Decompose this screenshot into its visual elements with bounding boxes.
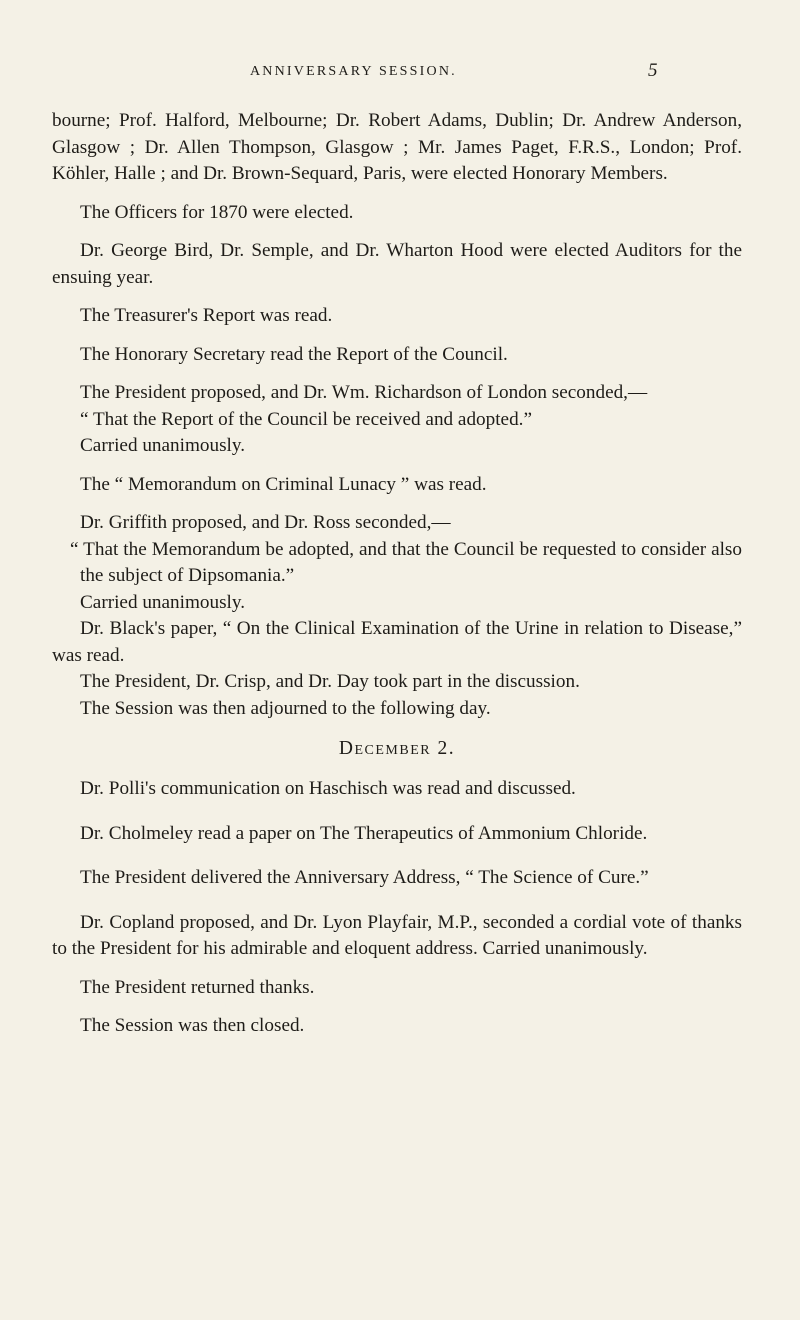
paragraph: The President, Dr. Crisp, and Dr. Day took part in the discussion. <box>80 671 580 692</box>
paragraph: The Session was then closed. <box>80 1015 305 1036</box>
paragraph: Dr. Black's paper, “ On the Clinical Examination of the Urine in relation to Disease,” was read. <box>52 618 742 666</box>
paragraph: The Honorary Secretary read the Report of the Council. <box>80 343 508 365</box>
paragraph: Dr. Cholmeley read a paper on The Therapeutics of Ammonium Chloride. <box>80 822 648 844</box>
paragraph: The Treasurer's Report was read. <box>80 305 333 326</box>
section-heading: December 2. <box>338 738 456 759</box>
paragraph: bourne; Prof. Halford, Melbourne; Dr. Robert Adams, Dublin; Dr. Andrew Anderson, Glasgow ; Dr. Allen Thompson, Glasgow ; Mr. James Paget, F.R.S., London; Prof. Köhler, Halle ; and Dr. Brown-Sequard, Paris, were elected Honorary Members. <box>52 110 742 184</box>
paragraph: Dr. Polli's communication on Haschisch was read and discussed. <box>80 778 576 799</box>
running-head: ANNIVERSARY SESSION. <box>250 64 457 79</box>
paragraph: The President returned thanks. <box>80 976 315 998</box>
page-body <box>52 108 742 1040</box>
quotation: “ That the Report of the Council be received and adopted.” <box>80 408 532 430</box>
paragraph: Carried unanimously. <box>80 435 246 456</box>
paragraph: The Session was then adjourned to the following day. <box>80 697 491 719</box>
paragraph: The Officers for 1870 were elected. <box>80 201 354 223</box>
page-number: 5 <box>648 60 658 81</box>
paragraph: The President proposed, and Dr. Wm. Richardson of London seconded,— <box>80 382 648 403</box>
paragraph: Carried unanimously. <box>80 591 246 613</box>
paragraph: Dr. Copland proposed, and Dr. Lyon Playfair, M.P., seconded a cordial vote of thanks to the President for his admirable and eloquent address. Carried unanimously. <box>52 911 742 959</box>
paragraph: The President delivered the Anniversary Address, “ The Science of Cure.” <box>80 867 649 888</box>
paragraph: Dr. Griffith proposed, and Dr. Ross seconded,— <box>80 512 451 533</box>
paragraph: The “ Memorandum on Criminal Lunacy ” was read. <box>80 473 487 495</box>
page-header <box>0 62 800 86</box>
paragraph: Dr. George Bird, Dr. Semple, and Dr. Wharton Hood were elected Auditors for the ensuing year. <box>52 240 742 288</box>
quotation: “ That the Memorandum be adopted, and that the Council be requested to consider also the subject of Dipsomania.” <box>70 538 742 586</box>
